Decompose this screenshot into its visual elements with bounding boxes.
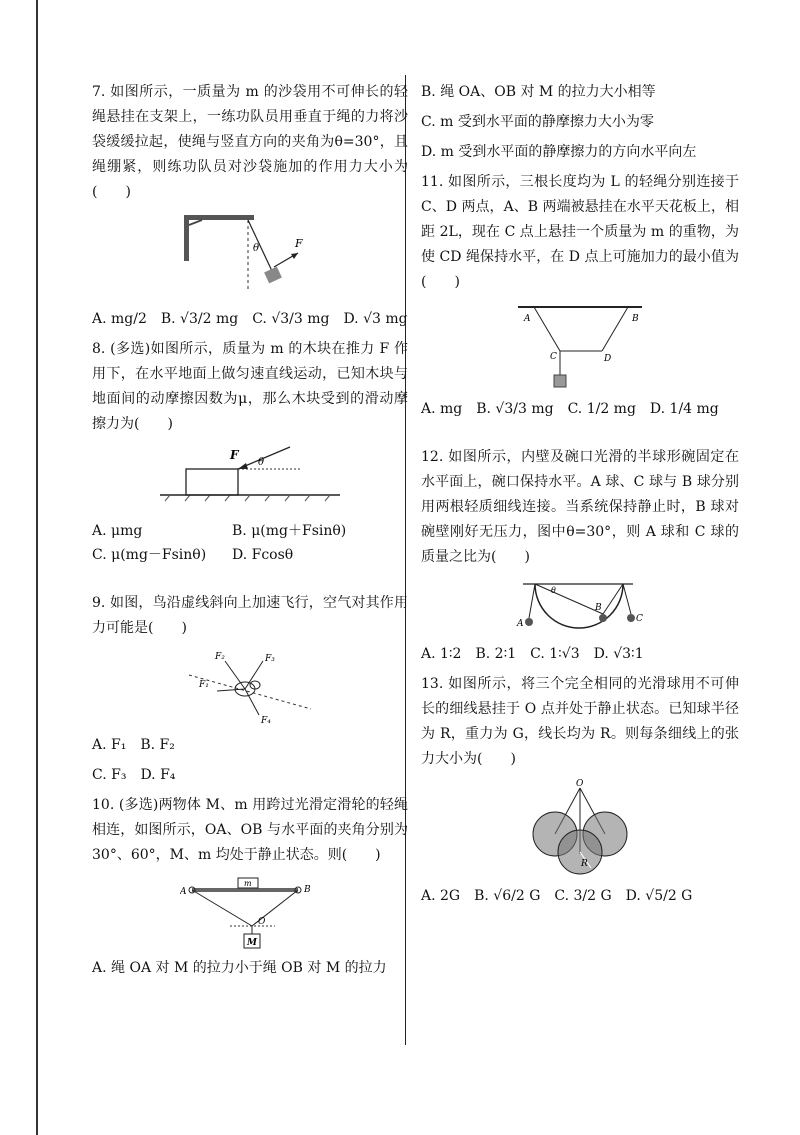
q12-figure [515,576,645,636]
q11-b-label: B [632,314,639,324]
q8-theta-label: θ [258,457,265,468]
q11-rope-db [602,307,628,351]
q8-option-b: B. μ(mg＋Fsinθ) [232,523,347,539]
q11-options: A. mg B. √3/3 mg C. 1/2 mg D. 1/4 mg [421,401,719,417]
q10-rope-oa [192,890,252,926]
q12-ball-b [599,614,607,622]
q9-f2-label: F₂ [215,652,225,662]
q12-bowl [535,584,623,628]
q9-f4-label: F₄ [261,716,271,726]
q7-rope [248,220,272,271]
q12-thread-c [623,584,631,614]
q12-c-label: C [636,614,643,624]
q10-option-d: D. m 受到水平面的静摩擦力的方向水平向左 [421,144,697,160]
q10-table [192,888,298,892]
scan-edge-line [36,0,38,1135]
q7-f-label: F [295,237,303,250]
q8-f-label: F [230,448,239,462]
q10-option-c: C. m 受到水平面的静摩擦力大小为零 [421,114,654,130]
q9-f1-arrow [217,689,245,691]
q10-option-b: B. 绳 OA、OB 对 M 的拉力大小相等 [421,84,656,100]
q8-ground-hatch [165,495,330,501]
q7-figure [170,211,330,301]
q7-sandbag [264,267,282,284]
q13-o-label: O [576,779,584,789]
q11-weight [554,375,566,387]
q10-option-a: A. 绳 OA 对 M 的拉力小于绳 OB 对 M 的拉力 [92,960,387,976]
q11-figure [510,301,650,391]
q10-o-label: O [258,917,266,927]
q7-theta-label: θ [253,243,260,254]
q8-option-a: A. μmg [92,523,143,539]
q10-m-label: m [244,879,252,888]
q10-a-label: A [180,887,187,897]
q12-theta-label: θ [551,586,556,595]
q12-ball-c [627,614,635,622]
q12-options: A. 1∶2 B. 2∶1 C. 1∶√3 D. √3∶1 [421,646,644,662]
q12-thread-a [529,584,535,618]
q7-options: A. mg/2 B. √3/2 mg C. √3/3 mg D. √3 mg [92,311,408,327]
q12-ball-a [525,618,533,626]
left-column [92,80,408,986]
q12-a-label: A [517,619,524,629]
q7-beam [184,215,254,220]
q12-b-label: B [595,603,602,613]
q11-stem: 11. 如图所示，三根长度均为 L 的轻绳分别连接于 C、D 两点，A、B 两端被悬挂在水平天花板上，相距 2L，现在 C 点上悬挂一个质量为 m 的重物，为使 CD 绳保持水平，在 D 点上可施加力的最小值为( ) [421,174,739,290]
q13-r-label: R [581,859,588,869]
q11-rope-ac [534,307,560,351]
q11-d-label: D [604,354,612,364]
q9-options-cd: C. F₃ D. F₄ [92,767,176,783]
q10-stem: 10. (多选)两物体 M、m 用跨过光滑定滑轮的轻绳相连，如图所示，OA、OB 与水平面的夹角分别为 30°、60°，M、m 均处于静止状态。则( ) [92,797,408,863]
q9-f3-label: F₃ [265,654,275,664]
q7-stem: 7. 如图所示，一质量为 m 的沙袋用不可伸长的轻绳悬挂在支架上，一练功队员用垂直于绳的力将沙袋缓缓拉起，使绳与竖直方向的夹角为θ=30°，且绳绷紧，则练功队员对沙袋施加的作用力大小为( ) [92,84,408,200]
q9-f4-arrow [245,689,259,715]
q8-block [186,469,238,495]
right-column [421,80,739,914]
q7-brace [189,220,202,225]
q9-options-ab: A. F₁ B. F₂ [92,737,175,753]
q7-post [184,215,189,261]
q8-figure [150,443,350,513]
q9-f2-arrow [225,661,245,689]
q12-thread-ab [535,584,603,614]
q11-a-label: A [524,314,531,324]
q11-c-label: C [550,352,557,362]
q10-bigm-label: M [247,938,257,948]
q13-options: A. 2G B. √6/2 G C. 3/2 G D. √5/2 G [421,888,693,904]
q9-figure [185,647,315,727]
q13-stem: 13. 如图所示，将三个完全相同的光滑球用不可伸长的细线悬挂于 O 点并处于静止状态。已知球半径为 R，重力为 G，线长均为 R。则每条细线上的张力大小为( ) [421,676,739,767]
q8-arrowhead [238,463,248,469]
q8-stem: 8. (多选)如图所示，质量为 m 的木块在推力 F 作用下，在水平地面上做匀速直线运动，已知木块与地面间的动摩擦因数为μ，那么木块受到的滑动摩擦力为( ) [92,341,408,432]
q9-f1-label: F₁ [199,680,209,690]
q13-figure [525,778,635,878]
q8-options [92,519,408,567]
q10-b-label: B [304,885,311,895]
q8-option-d: D. Fcosθ [232,547,294,563]
q10-figure [180,874,320,950]
q8-option-c: C. μ(mg－Fsinθ) [92,547,207,563]
q9-stem: 9. 如图，鸟沿虚线斜向上加速飞行，空气对其作用力可能是( ) [92,595,408,636]
q12-stem: 12. 如图所示，内壁及碗口光滑的半球形碗固定在水平面上，碗口保持水平。A 球、C 球与 B 球分别用两根轻质细线连接。当系统保持静止时，B 球对碗壁刚好无压力，图中θ=30°，则 A 球和 C 球的质量之比为( ) [421,449,739,565]
